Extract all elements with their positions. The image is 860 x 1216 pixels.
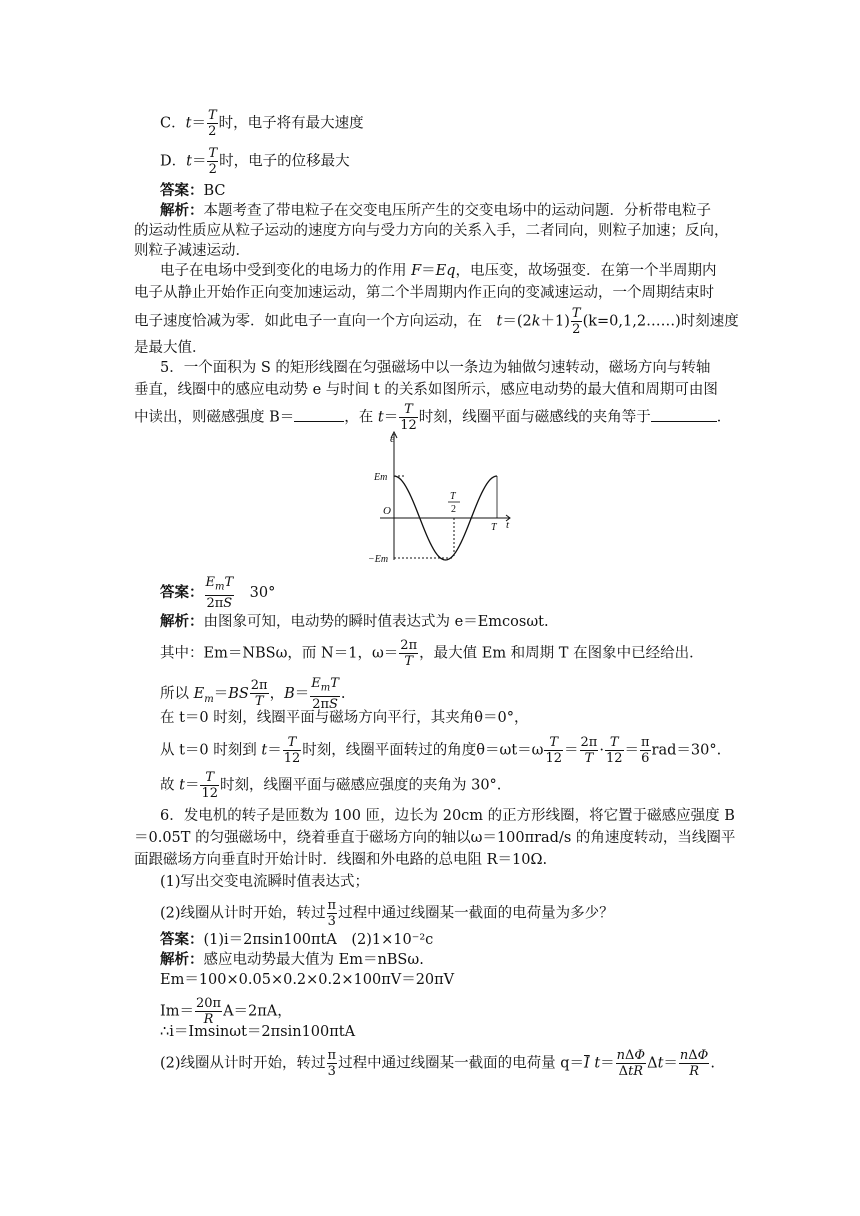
q6-answer: 答案：(1)i＝2πsin100πtA (2)1×10⁻²c: [160, 931, 434, 948]
origin-label: O: [383, 505, 391, 517]
half-period-num: T: [450, 491, 456, 502]
q4-answer: 答案：BC: [160, 182, 226, 199]
q4-para2-line3: 电子速度恰减为零．如此电子一直向一个方向运动，在 t＝(2k＋1) $\frac{T}{2}$ (k=0,1,2……)时刻速度: [134, 306, 739, 337]
y-axis-label: e: [390, 433, 395, 445]
q4-para2-line4: 是最大值．: [134, 340, 207, 356]
q5-analysis-line3: 所以 $E_m=BS$ $\frac{2\pi}{T}$ ，B＝ $\frac{E_mT}{2\pi S}$ .: [160, 676, 346, 712]
q5-line3: 中读出，则磁感强度 B＝ ，在 t＝ $\frac{T}{12}$ 时刻，线圈平面与磁感线的夹角等于 ．: [134, 402, 732, 433]
em-label: Em: [374, 472, 388, 483]
q6-analysis-line4: ∴i＝Imsinωt＝2πsin100πtA: [160, 1024, 356, 1040]
q5-analysis-line5: 从 t＝0 时刻到 t＝ $\frac{T}{12}$ 时刻，线圈平面转过的角度θ＝ωt＝ω $\frac{T}{12}$ ＝ $\frac{2\pi}{T}$ · $\frac{T}{12}$ ＝ $\frac{\pi}{6}$ rad＝30°.: [160, 735, 722, 766]
x-axis-label: t: [506, 519, 510, 531]
q5-analysis-line6: 故 t＝ $\frac{T}{12}$ 时刻，线圈平面与磁感应强度的夹角为 30°.: [160, 770, 502, 801]
q6-analysis-line1: 解析：感应电动势最大值为 Em＝nBSω.: [160, 951, 424, 968]
q4-analysis-line1: 解析：本题考查了带电粒子在交变电压所产生的交变电场中的运动问题．分析带电粒子: [160, 202, 711, 219]
q6-sub2: (2)线圈从计时开始，转过 $\frac{\pi}{3}$ 过程中通过线圈某一截面的电荷量为多少？: [160, 898, 614, 929]
half-period-den: 2: [451, 504, 456, 515]
q5-answer: 答案： $\frac{E_mT}{2\pi S}$ 30°: [160, 575, 276, 611]
q6-analysis-line5: (2)线圈从计时开始，转过 $\frac{\pi}{3}$ 过程中通过线圈某一截面的电荷量 $q=\overline{I}$ t＝ $\frac{\text{nΔΦ}}{\text{ΔtR}}$ Δt＝ $\frac{\text{nΔΦ}}{R}$ .: [160, 1048, 715, 1079]
q5-analysis-line2: 其中：Em＝NBSω，而 N＝1，ω＝ $\frac{2\pi}{T}$ ，最大值 Em 和周期 T 在图象中已经给出．: [160, 638, 704, 669]
q4-para2-line1: 电子在电场中受到变化的电场力的作用 F＝Eq，电压变，故场强变．在第一个半周期内: [160, 263, 717, 279]
q6-analysis-line3: Im＝ $\frac{20\pi}{R}$ A＝2πA，: [160, 996, 292, 1027]
q5-line2: 垂直，线圈中的感应电动势 e 与时间 t 的关系如图所示，感应电动势的最大值和周期可由图: [134, 382, 718, 398]
option-d: D．t＝ $\frac{T}{2}$ 时，电子的位移最大: [160, 146, 350, 177]
q4-analysis-line3: 则粒子减速运动．: [134, 243, 250, 259]
neg-em-label: −Em: [368, 554, 389, 564]
blank-angle[interactable]: [651, 407, 717, 422]
q6-line3: 面跟磁场方向垂直时开始计时．线圈和外电路的总电阻 R＝10Ω.: [134, 852, 548, 868]
q4-para2-line2: 电子从静止开始作正向变加速运动，第二个半周期内作正向的变减速运动，一个周期结束时: [134, 285, 714, 301]
period-label: T: [491, 522, 497, 533]
q5-line1: 5．一个面积为 S 的矩形线圈在匀强磁场中以一条边为轴做匀速转动，磁场方向与转轴: [160, 360, 711, 376]
option-c: C．t＝ $\frac{T}{2}$ 时，电子将有最大速度: [160, 108, 364, 139]
blank-b[interactable]: [294, 407, 344, 422]
q6-line1: 6．发电机的转子是匝数为 100 匝，边长为 20cm 的正方形线圈，将它置于磁感应强度 B: [160, 808, 735, 824]
q6-analysis-line2: Em＝100×0.05×0.2×0.2×100πV＝20πV: [160, 972, 455, 988]
q6-sub1: (1)写出交变电流瞬时值表达式；: [160, 874, 370, 890]
q4-analysis-line2: 的运动性质应从粒子运动的速度方向与受力方向的关系入手，二者同向，则粒子加速；反向，: [134, 223, 729, 239]
q6-line2: ＝0.05T 的匀强磁场中，绕着垂直于磁场方向的轴以ω＝100πrad/s 的角速度转动，当线圈平: [134, 830, 736, 846]
q5-analysis-line4: 在 t＝0 时刻，线圈平面与磁场方向平行，其夹角θ＝0°，: [160, 710, 529, 726]
emf-time-graph: [360, 428, 520, 564]
q5-analysis-line1: 解析：由图象可知，电动势的瞬时值表达式为 e＝Emcosωt.: [160, 613, 549, 630]
